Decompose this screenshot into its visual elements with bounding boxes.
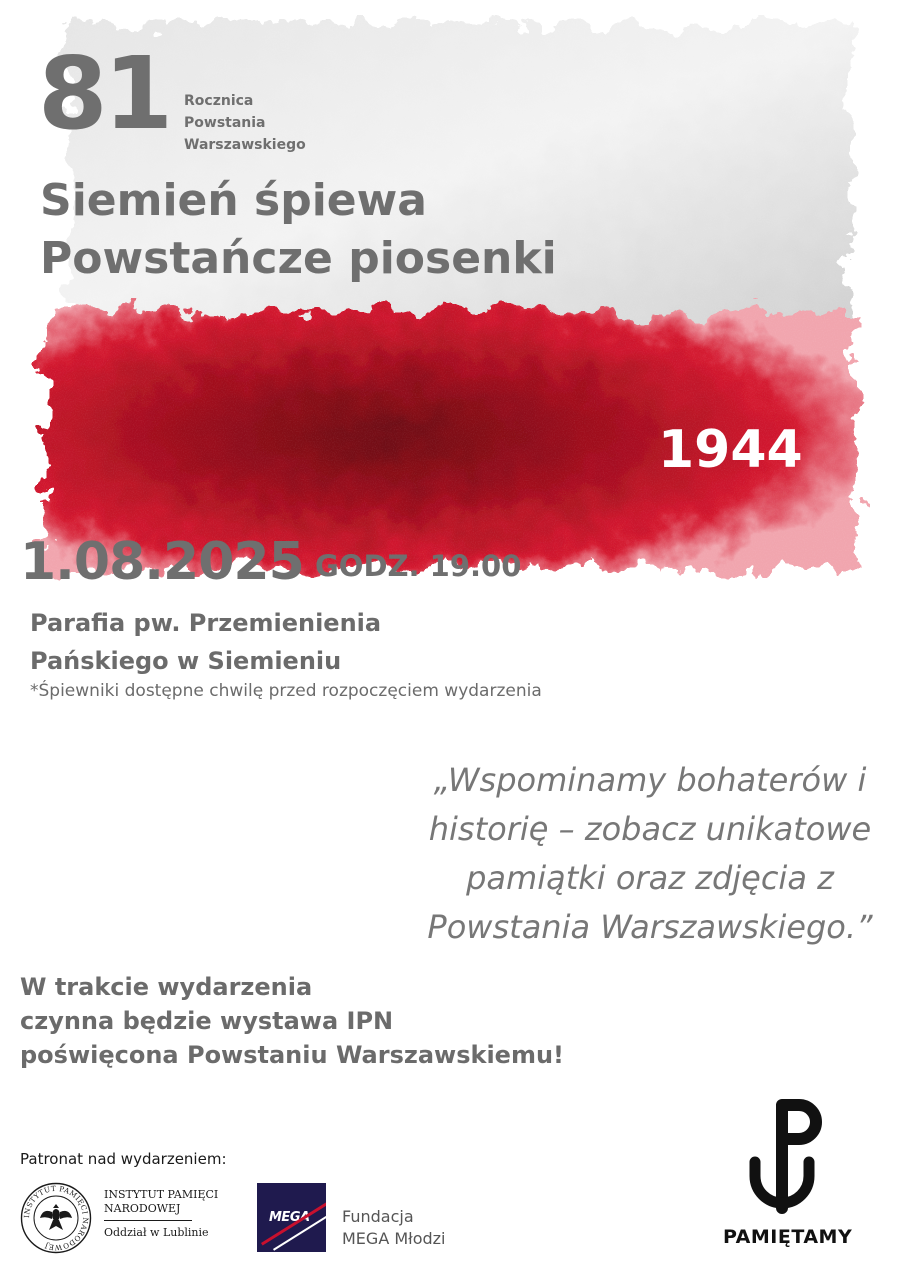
quote-line: „Wspominamy bohaterów i <box>433 761 867 799</box>
event-title <box>40 172 557 288</box>
place-line: Parafia pw. Przemienienia <box>30 609 382 637</box>
kotwica-anchor-icon <box>743 1096 833 1216</box>
ipn-seal-logo <box>20 1182 92 1254</box>
quote-line: pamiątki oraz zdjęcia z <box>466 859 834 897</box>
ipn-name <box>104 1188 218 1240</box>
quote <box>420 756 880 952</box>
mega-name-line: Fundacja <box>342 1207 414 1226</box>
anniversary-line: Powstania <box>184 115 266 131</box>
ipn-branch: Oddział w Lublinie <box>104 1226 209 1239</box>
title-line: Powstańcze piosenki <box>40 233 557 284</box>
anniversary-line: Rocznica <box>184 93 254 109</box>
quote-line: Powstania Warszawskiego.” <box>427 908 873 946</box>
exhibition-line: poświęcona Powstaniu Warszawskiemu! <box>20 1041 564 1069</box>
anniversary-line: Warszawskiego <box>184 137 306 153</box>
exhibition-line: W trakcie wydarzenia <box>20 973 313 1001</box>
mega-name-line: MEGA Młodzi <box>342 1229 446 1248</box>
pamietamy-label: PAMIĘTAMY <box>723 1226 853 1248</box>
exhibition-info <box>20 970 564 1072</box>
event-place <box>30 604 381 680</box>
mega-logo-text: MEGA <box>269 1210 310 1225</box>
flag-year: 1944 <box>658 420 803 480</box>
ipn-name-line: INSTYTUT PAMIĘCI <box>104 1188 219 1201</box>
place-line: Pańskiego w Siemieniu <box>30 647 342 675</box>
quote-line: historię – zobacz unikatowe <box>428 810 872 848</box>
exhibition-line: czynna będzie wystawa IPN <box>20 1007 394 1035</box>
patronage-label: Patronat nad wydarzeniem: <box>20 1150 227 1168</box>
ipn-divider <box>104 1220 192 1221</box>
eagle-icon <box>40 1204 72 1230</box>
mega-logo <box>257 1183 326 1252</box>
anniversary-number: 81 <box>38 35 170 152</box>
event-date: 1.08.2025 <box>20 532 304 592</box>
event-time: GODZ. 19.00 <box>315 549 522 583</box>
ipn-seal-text: INSTYTUT PAMIĘCI NARODOWEJ <box>21 1183 91 1253</box>
mega-name <box>342 1206 445 1250</box>
ipn-name-line: NARODOWEJ <box>104 1202 181 1215</box>
anniversary-label <box>184 90 306 156</box>
title-line: Siemień śpiewa <box>40 175 427 226</box>
songbook-note: *Śpiewniki dostępne chwilę przed rozpoczęciem wydarzenia <box>30 681 542 701</box>
